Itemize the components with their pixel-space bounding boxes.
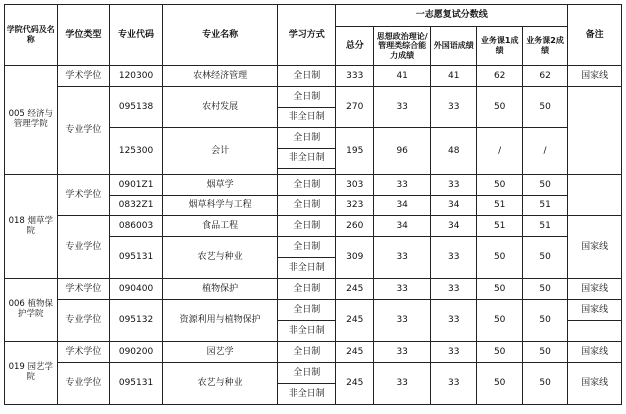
course1-score: / [477,128,522,175]
table-row [5,363,622,384]
politics-score: 96 [374,128,431,175]
total-score: 245 [336,342,374,363]
note-cell: 国家线 [568,363,622,405]
course2-score: 50 [522,175,567,196]
degree-cell: 专业学位 [57,216,110,279]
major-code: 0832Z1 [110,196,163,216]
major-code: 095132 [110,300,163,342]
course1-score: 51 [477,196,522,216]
course1-score: 50 [477,87,522,128]
study-mode: 全日制 [278,196,336,216]
total-score: 195 [336,128,374,175]
study-mode: 全日制 [278,237,336,258]
header-study-mode: 学习方式 [278,5,336,66]
major-code: 095131 [110,363,163,405]
major-name: 农艺与种业 [162,363,278,405]
table-row [5,342,622,363]
major-code: 095131 [110,237,163,279]
course1-score: 50 [477,279,522,300]
foreign-score: 33 [431,175,477,196]
note-cell [568,321,622,342]
note-cell [568,175,622,216]
study-mode: 非全日制 [278,384,336,405]
foreign-score: 34 [431,216,477,237]
course2-score: 51 [522,216,567,237]
course1-score: 62 [477,66,522,87]
foreign-score: 33 [431,279,477,300]
college-006: 006 植物保护学院 [5,279,58,342]
note-cell: 国家线 [568,279,622,300]
study-mode: 非全日制 [278,321,336,342]
politics-score: 33 [374,279,431,300]
study-mode: 全日制 [278,342,336,363]
table-row [5,87,622,108]
study-mode: 非全日制 [278,108,336,128]
major-code: 120300 [110,66,163,87]
header-total: 总分 [336,27,374,66]
foreign-score: 33 [431,363,477,405]
course2-score: 50 [522,279,567,300]
course2-score: 50 [522,300,567,342]
study-mode: 全日制 [278,216,336,237]
course2-score: / [522,128,567,175]
total-score: 333 [336,66,374,87]
header-major-code: 专业代码 [110,5,163,66]
header-course1: 业务课1成绩 [477,27,522,66]
degree-cell: 学术学位 [57,279,110,300]
degree-cell: 专业学位 [57,300,110,342]
course2-score: 50 [522,237,567,279]
table-row [5,66,622,87]
study-mode: 全日制 [278,128,336,149]
score-table [4,4,622,405]
note-cell: 国家线 [568,66,622,87]
degree-cell: 学术学位 [57,175,110,216]
total-score: 303 [336,175,374,196]
table-row [5,216,622,237]
major-name: 资源利用与植物保护 [162,300,278,342]
course2-score: 51 [522,196,567,216]
header-foreign: 外国语成绩 [431,27,477,66]
note-cell: 国家线 [568,216,622,279]
foreign-score: 41 [431,66,477,87]
total-score: 245 [336,363,374,405]
study-mode: 全日制 [278,300,336,321]
course1-score: 50 [477,300,522,342]
course2-score: 50 [522,342,567,363]
total-score: 245 [336,279,374,300]
politics-score: 34 [374,196,431,216]
major-name: 食品工程 [162,216,278,237]
total-score: 323 [336,196,374,216]
study-mode: 全日制 [278,66,336,87]
major-code: 0901Z1 [110,175,163,196]
major-code: 090400 [110,279,163,300]
total-score: 309 [336,237,374,279]
foreign-score: 33 [431,300,477,342]
course2-score: 50 [522,87,567,128]
degree-cell: 学术学位 [57,66,110,87]
header-note: 备注 [568,5,622,66]
major-name: 烟草科学与工程 [162,196,278,216]
degree-cell: 专业学位 [57,87,110,175]
study-mode: 全日制 [278,279,336,300]
study-mode: 全日制 [278,175,336,196]
header-degree-type: 学位类型 [57,5,110,66]
politics-score: 33 [374,175,431,196]
politics-score: 33 [374,237,431,279]
major-name: 植物保护 [162,279,278,300]
table-row [5,300,622,321]
major-code: 090200 [110,342,163,363]
politics-score: 41 [374,66,431,87]
major-name: 农艺与种业 [162,237,278,279]
politics-score: 33 [374,87,431,128]
note-cell: 国家线 [568,300,622,321]
study-mode: 全日制 [278,363,336,384]
foreign-score: 33 [431,237,477,279]
note-cell: 国家线 [568,342,622,363]
major-name: 农村发展 [162,87,278,128]
politics-score: 33 [374,363,431,405]
header-politics: 思想政治理论/管理类综合能力成绩 [374,27,431,66]
major-name: 农林经济管理 [162,66,278,87]
course1-score: 51 [477,216,522,237]
politics-score: 33 [374,342,431,363]
study-mode: 全日制 [278,87,336,108]
header-college: 学院代码及名称 [5,5,58,66]
header-row [5,5,622,27]
course1-score: 50 [477,237,522,279]
header-scores-group: 一志愿复试分数线 [336,5,568,27]
course2-score: 50 [522,363,567,405]
foreign-score: 33 [431,87,477,128]
politics-score: 33 [374,300,431,342]
table-row [5,279,622,300]
foreign-score: 33 [431,342,477,363]
header-major-name: 专业名称 [162,5,278,66]
major-name: 烟草学 [162,175,278,196]
course1-score: 50 [477,363,522,405]
politics-score: 34 [374,216,431,237]
college-019: 019 园艺学院 [5,342,58,405]
major-name: 会计 [162,128,278,175]
major-code: 086003 [110,216,163,237]
major-code: 125300 [110,128,163,175]
total-score: 270 [336,87,374,128]
major-name: 园艺学 [162,342,278,363]
study-mode: 非全日制 [278,149,336,169]
college-018: 018 烟草学院 [5,175,58,279]
degree-cell: 专业学位 [57,363,110,405]
header-course2: 业务课2成绩 [522,27,567,66]
course1-score: 50 [477,175,522,196]
foreign-score: 34 [431,196,477,216]
total-score: 260 [336,216,374,237]
course2-score: 62 [522,66,567,87]
foreign-score: 48 [431,128,477,175]
total-score: 245 [336,300,374,342]
table-row [5,175,622,196]
study-mode: 非全日制 [278,258,336,279]
course1-score: 50 [477,342,522,363]
note-cell [568,87,622,175]
degree-cell: 学术学位 [57,342,110,363]
major-code: 095138 [110,87,163,128]
college-005: 005 经济与管理学院 [5,66,58,175]
